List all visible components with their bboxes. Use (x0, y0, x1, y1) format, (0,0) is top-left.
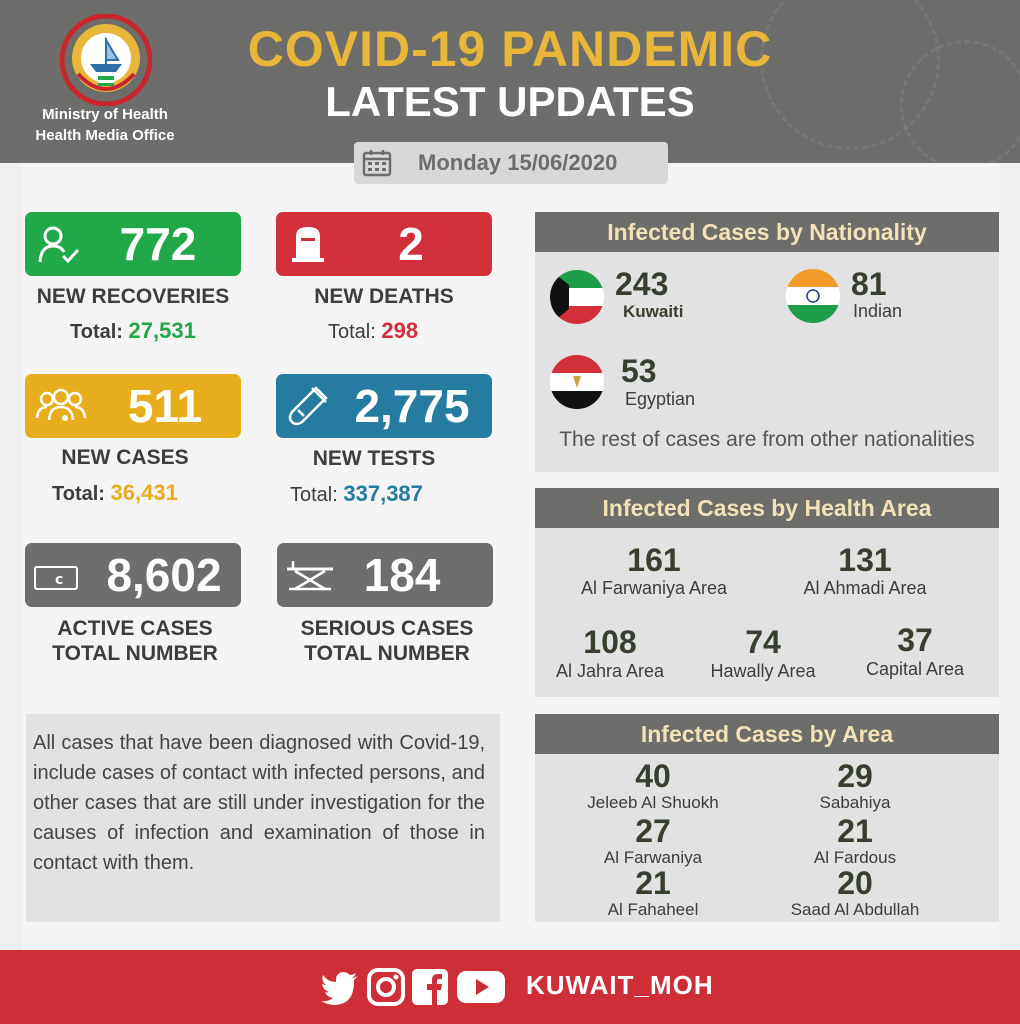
new-deaths-value: 2 (398, 218, 424, 270)
health-area-name: Al Ahmadi Area (803, 578, 927, 598)
health-area-name: Al Farwaniya Area (580, 578, 728, 598)
instagram-icon[interactable] (366, 968, 406, 1006)
nationality-value: 243 (615, 266, 669, 302)
total-label: Total: (52, 483, 105, 505)
social-handle[interactable]: KUWAIT_MOH (526, 970, 714, 1000)
youtube-icon[interactable] (456, 968, 506, 1006)
health-area-value: 37 (897, 622, 933, 658)
person-check-icon (37, 224, 81, 264)
diagnosis-note (26, 714, 500, 922)
area-panel (535, 714, 999, 922)
health-area-value: 74 (745, 624, 781, 660)
recoveries-total (70, 318, 196, 344)
area-name: Jeleeb Al Shuokh (587, 793, 719, 812)
area-name: Al Farwaniya (603, 848, 703, 867)
cases-total (52, 480, 178, 506)
tests-total-value: 337,387 (343, 481, 423, 506)
test-tube-icon (286, 384, 330, 428)
health-area-name: Al Jahra Area (555, 661, 665, 681)
recoveries-total-value: 27,531 (128, 318, 196, 343)
calendar-icon (362, 149, 392, 177)
serious-cases-tile (277, 543, 493, 607)
new-recoveries-value: 772 (119, 218, 197, 270)
serious-cases-label-line2: TOTAL NUMBER (304, 642, 470, 665)
twitter-icon[interactable] (320, 968, 360, 1006)
new-cases-value: 511 (127, 380, 203, 432)
serious-cases-label (276, 616, 498, 666)
new-recoveries-label: NEW RECOVERIES (36, 285, 230, 308)
area-name: Al Fahaheel (607, 900, 699, 919)
facebook-icon[interactable] (410, 968, 450, 1006)
new-tests-value: 2,775 (354, 380, 470, 432)
total-label: Total: (290, 484, 338, 506)
group-virus-icon (35, 388, 87, 424)
health-area-heading: Infected Cases by Health Area (535, 488, 999, 528)
page-title: COVID-19 PANDEMIC (247, 21, 773, 77)
area-value: 20 (837, 865, 873, 901)
area-value: 21 (837, 813, 873, 849)
new-deaths-label: NEW DEATHS (314, 285, 454, 308)
org-line-2: Health Media Office (35, 127, 175, 144)
active-cases-tile (25, 543, 241, 607)
cases-total-value: 36,431 (110, 480, 178, 505)
active-cases-label-line2: TOTAL NUMBER (52, 642, 218, 665)
header-banner (0, 0, 1020, 163)
new-deaths-tile (276, 212, 492, 276)
nationality-name: Egyptian (625, 389, 696, 409)
area-value: 21 (635, 865, 671, 901)
new-tests-tile (276, 374, 492, 438)
deaths-total (328, 318, 418, 344)
kuwait-flag-icon (549, 269, 605, 325)
new-cases-tile (25, 374, 241, 438)
health-area-name: Capital Area (865, 659, 965, 679)
area-name: Al Fardous (813, 848, 897, 867)
area-name: Saad Al Abdullah (790, 900, 920, 919)
nationality-name: Kuwaiti (623, 302, 684, 321)
health-area-value: 131 (838, 542, 892, 578)
new-recoveries-tile (25, 212, 241, 276)
diagnosis-note-text: All cases that have been diagnosed with Covid-19, include cases of contact with infected persons, and other cases that are still under investigation for the causes of infection and examination of those in contact with them. (33, 732, 485, 874)
area-value: 40 (635, 758, 671, 794)
new-cases-label: NEW CASES (61, 446, 189, 469)
footer-bar (0, 950, 1020, 1024)
org-line-1: Ministry of Health (42, 106, 168, 123)
case-icon (33, 561, 79, 591)
egypt-flag-icon (549, 354, 605, 410)
area-value: 29 (837, 758, 873, 794)
new-tests-label: NEW TESTS (312, 447, 436, 470)
serious-cases-label-line1: SERIOUS CASES (300, 617, 474, 640)
date-text: Monday 15/06/2020 (418, 150, 618, 175)
tests-total (290, 481, 423, 507)
nationality-name: Indian (853, 301, 903, 321)
serious-cases-value: 184 (363, 549, 441, 601)
date-badge (354, 142, 668, 184)
stretcher-icon (285, 557, 335, 593)
active-cases-value: 8,602 (106, 549, 222, 601)
india-flag-icon (785, 268, 841, 324)
nationality-value: 53 (621, 353, 657, 389)
nationality-panel (535, 212, 999, 472)
nationality-heading: Infected Cases by Nationality (535, 212, 999, 252)
health-area-value: 161 (627, 542, 681, 578)
deaths-total-value: 298 (381, 318, 419, 343)
area-heading: Infected Cases by Area (535, 714, 999, 754)
area-value: 27 (635, 813, 671, 849)
page-subtitle: LATEST UPDATES (325, 78, 695, 125)
svg-text:c: c (55, 572, 64, 588)
health-area-value: 108 (583, 624, 637, 660)
total-label: Total: (328, 321, 376, 343)
health-area-name: Hawally Area (710, 661, 816, 681)
grave-icon (290, 224, 326, 264)
active-cases-label (25, 616, 245, 666)
other-nationalities-note: The rest of cases are from other nationalities (559, 428, 975, 451)
health-area-panel (535, 488, 999, 697)
nationality-value: 81 (851, 266, 887, 302)
total-label: Total: (70, 321, 123, 343)
active-cases-label-line1: ACTIVE CASES (57, 617, 213, 640)
area-name: Sabahiya (819, 793, 891, 812)
